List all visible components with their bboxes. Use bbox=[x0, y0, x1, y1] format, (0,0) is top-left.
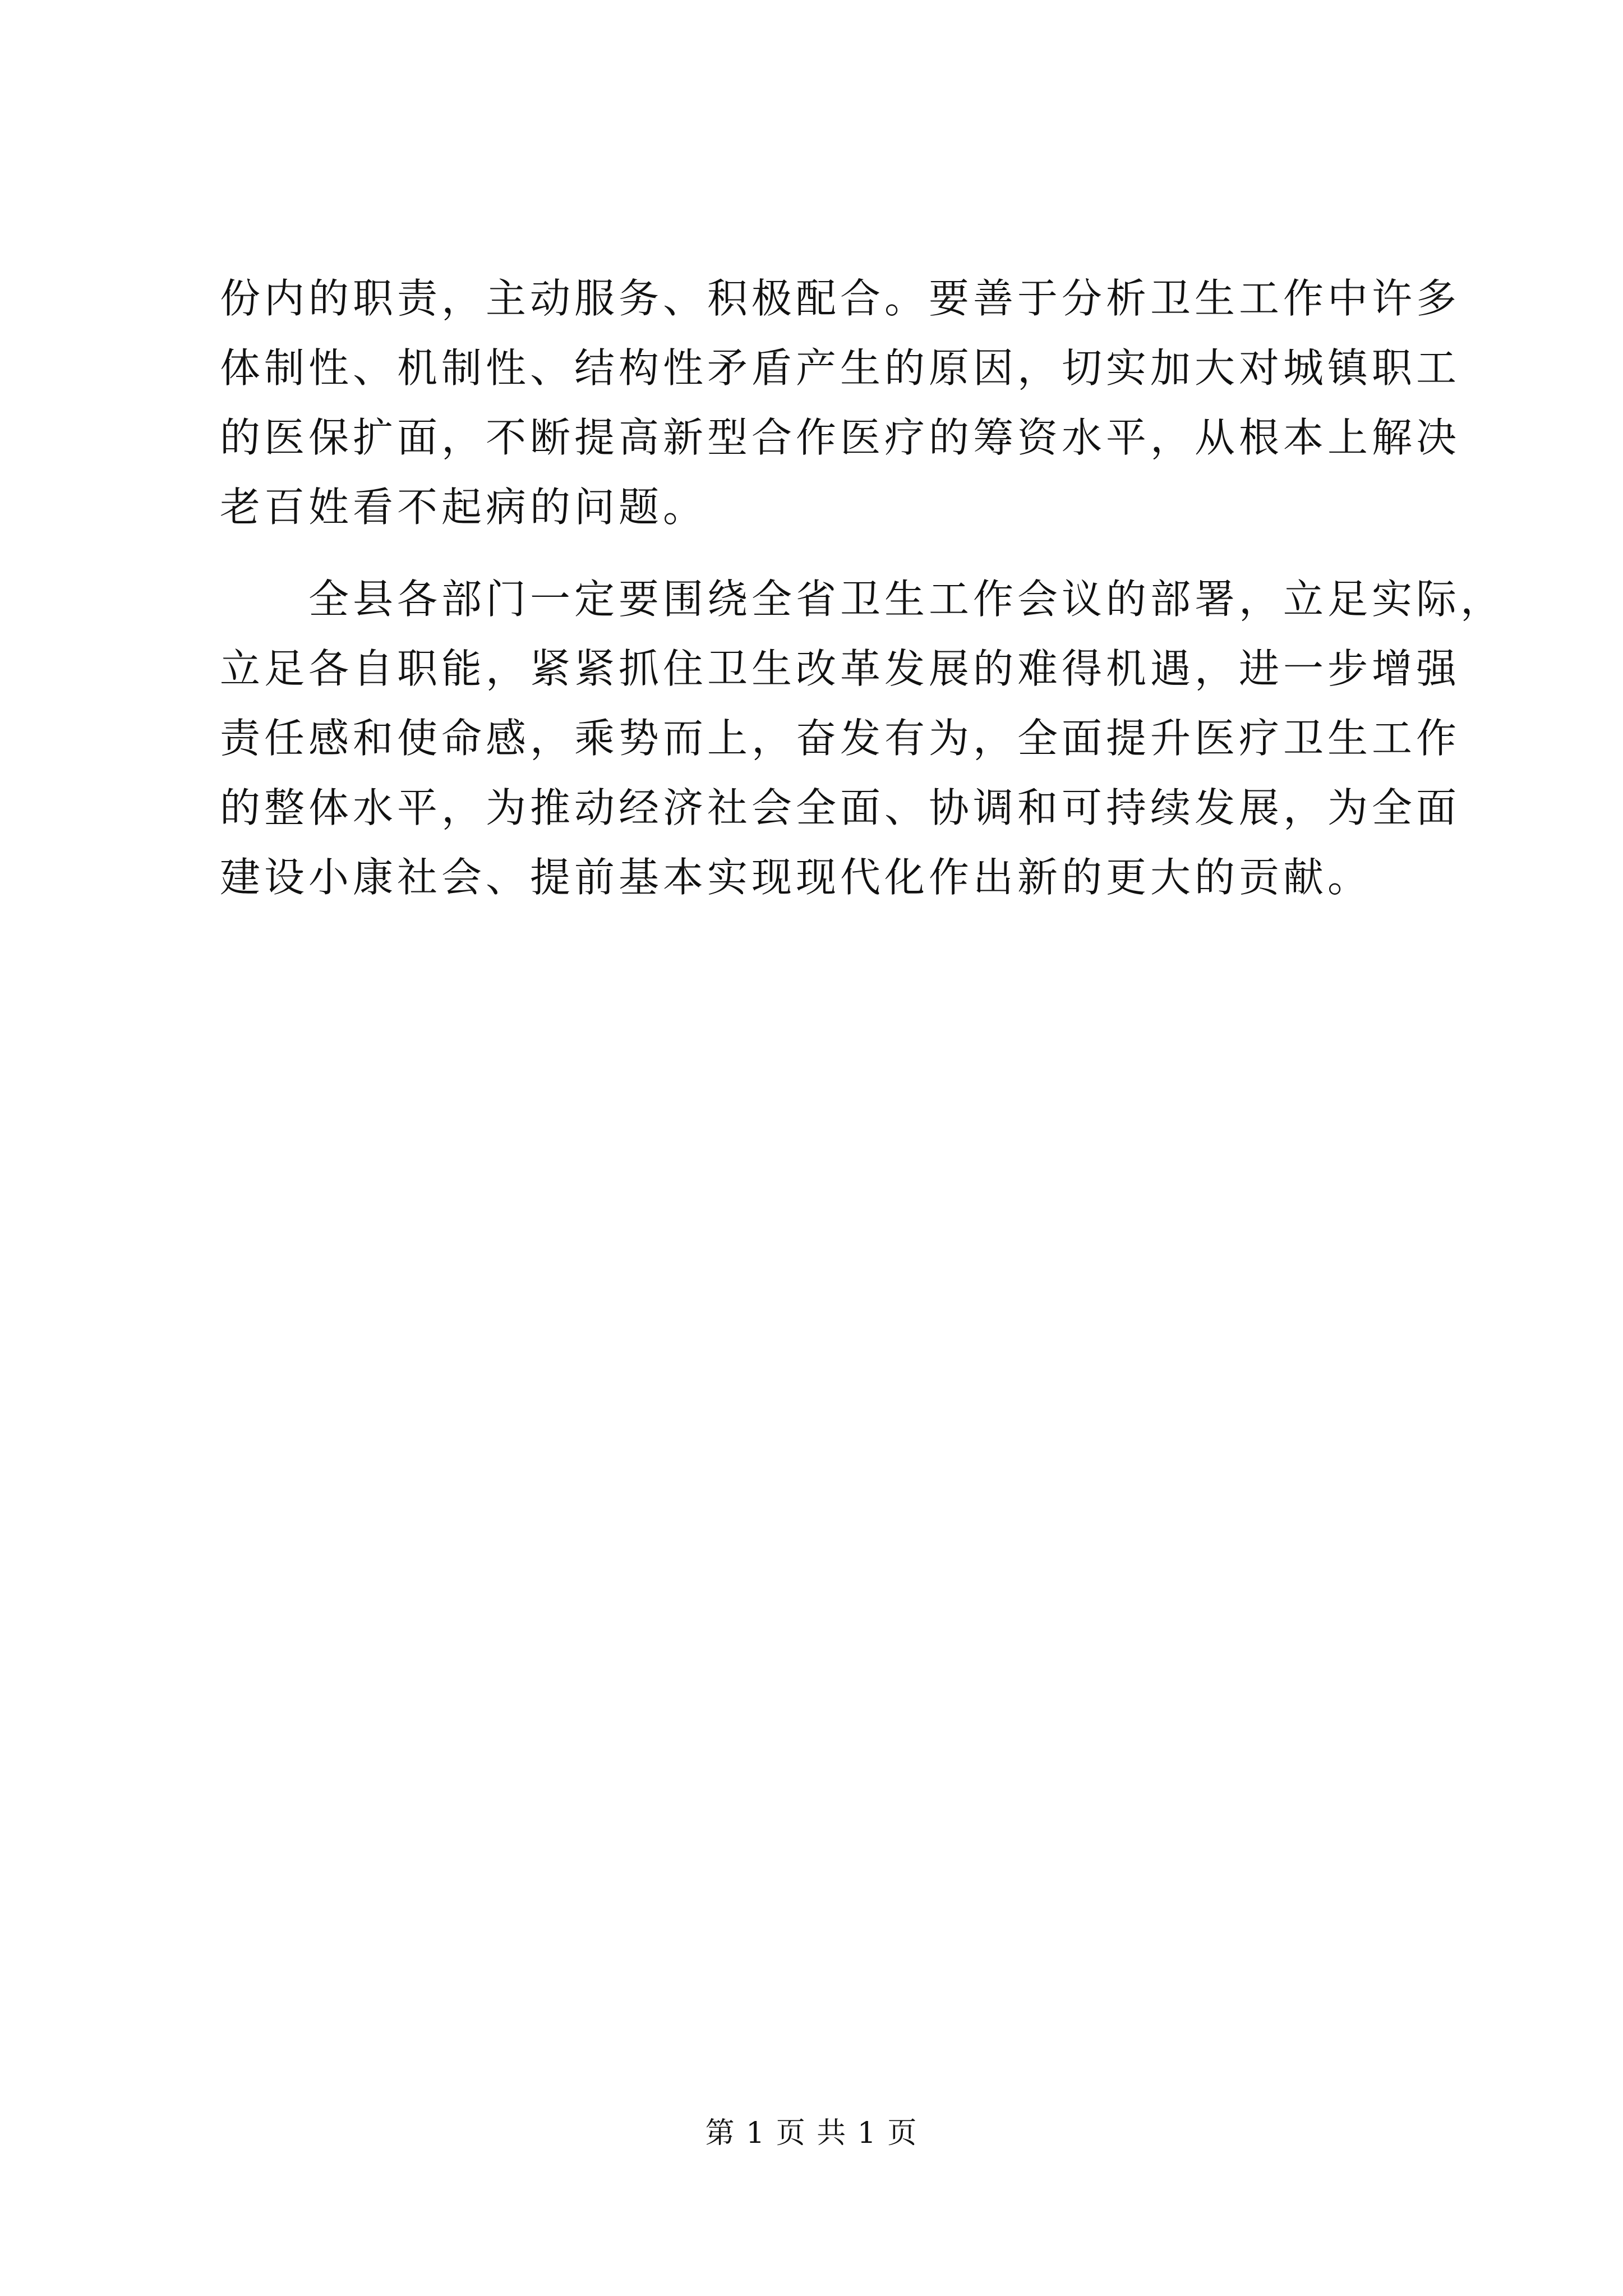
paragraph-2 bbox=[220, 564, 1505, 912]
paragraph-2-line-1: 全县各部门一定要围绕全省卫生工作会议的部署，立足实际， bbox=[308, 576, 1505, 623]
paragraph-2-line-4: 的整体水平，为推动经济社会全面、协调和可持续发展，为全面 bbox=[220, 784, 1461, 831]
paragraph-1-line-2: 体制性、机制性、结构性矛盾产生的原因，切实加大对城镇职工 bbox=[220, 344, 1461, 392]
paragraph-1-line-4: 老百姓看不起病的问题。 bbox=[220, 484, 708, 531]
document-body bbox=[220, 264, 1505, 912]
paragraph-1-line-1: 份内的职责，主动服务、积极配合。要善于分析卫生工作中许多 bbox=[220, 275, 1461, 322]
paragraph-2-line-3: 责任感和使命感，乘势而上，奋发有为，全面提升医疗卫生工作 bbox=[220, 715, 1461, 762]
paragraph-2-line-2: 立足各自职能，紧紧抓住卫生改革发展的难得机遇，进一步增强 bbox=[220, 645, 1461, 692]
paragraph-2-line-5: 建设小康社会、提前基本实现现代化作出新的更大的贡献。 bbox=[220, 854, 1372, 901]
paragraph-1-line-3: 的医保扩面，不断提高新型合作医疗的筹资水平，从根本上解决 bbox=[220, 414, 1461, 461]
page-number-label: 第 1 页 共 1 页 bbox=[705, 2116, 918, 2150]
page-footer bbox=[0, 2114, 1623, 2153]
paragraph-1 bbox=[220, 264, 1461, 542]
paragraph-spacer bbox=[220, 542, 1426, 564]
